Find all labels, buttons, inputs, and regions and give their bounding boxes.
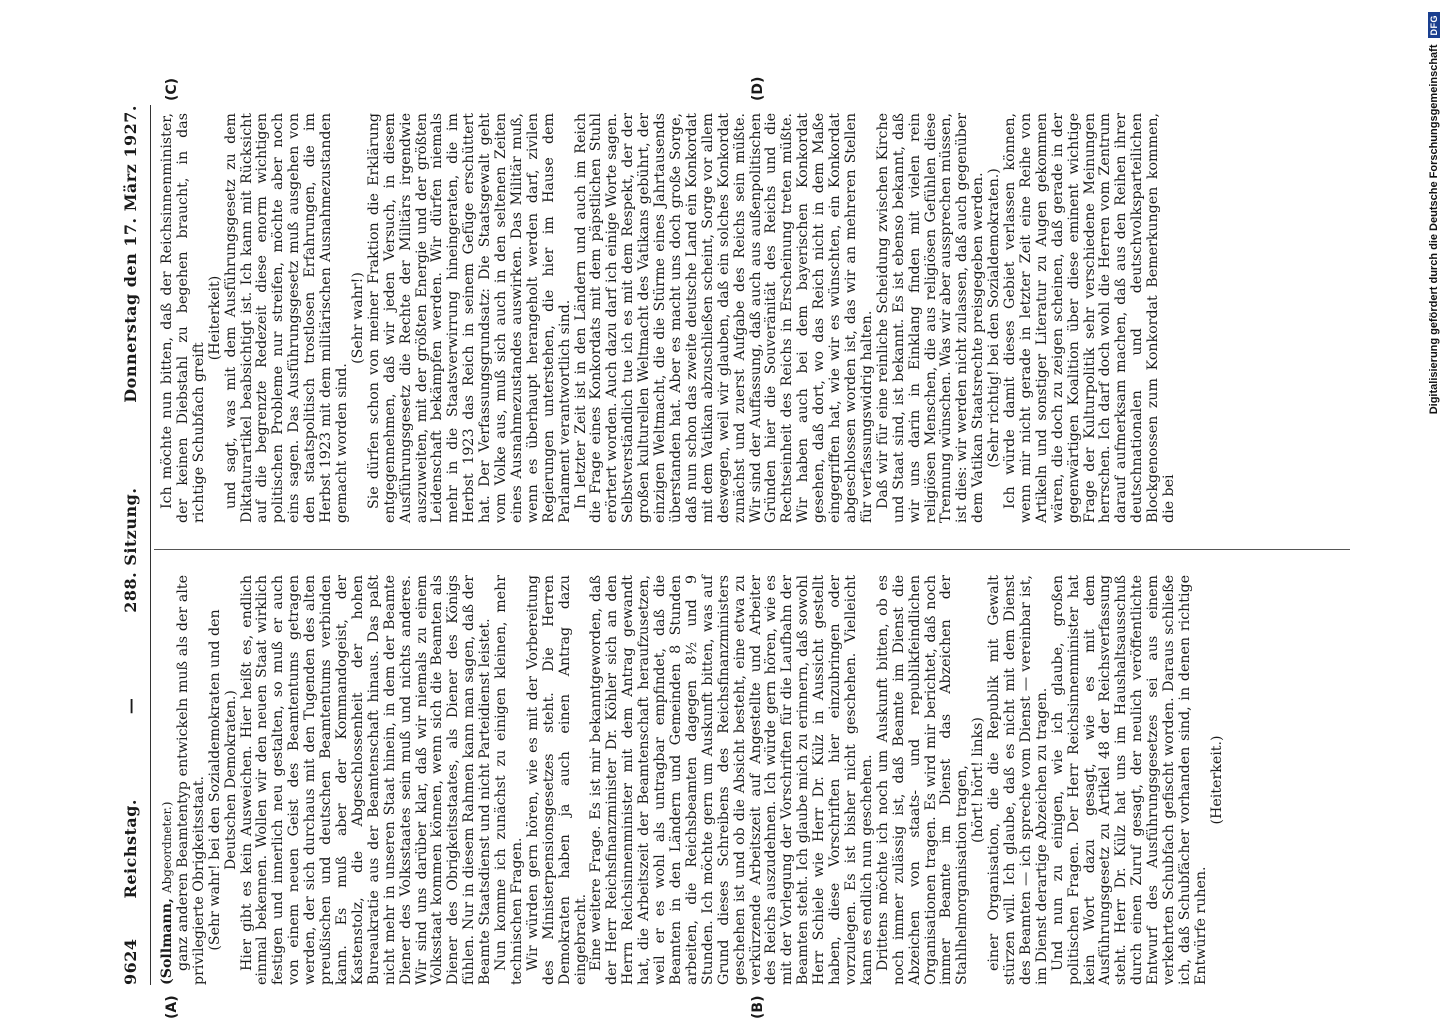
interjection: (Sehr wahr!) [349, 272, 366, 364]
paragraph: Nun komme ich zunächst zu einigen kleinen, mehr technischen Fragen. [493, 575, 525, 985]
speaker-line [160, 575, 176, 985]
interjection: (Sehr wahr! bei den Sozialdemokraten und den Deutschen Demokraten.) [206, 609, 239, 951]
speaker-name: (Sollmann, [159, 898, 175, 985]
chamber-name: Reichstag. [120, 799, 140, 899]
paragraph: einer Organisation, die die Republik mit Gewalt stürzen will. Ich glaube, daß es nicht mit dem Dienst des Beamten — ich spreche vom Dienst — vereinbar ist, im Dienst derartige Abzeichen zu tragen. [986, 575, 1050, 985]
paragraph: Wir würden gern hören, wie es mit der Vorbereitung des Ministerpensionsgesetzes steht. Die Herren Demokraten haben ja auch einen Antrag dazu eingebracht. [524, 575, 589, 985]
digitization-sidebar [1412, 12, 1440, 988]
paragraph: Drittens möchte ich noch um Auskunft bitten, ob es noch immer zulässig ist, daß Beamte im Dienst die Abzeichen von staats- und republikfeindlichen Organisationen tragen. Es wird mir berichtet, daß noch immer Beamte im Dienst das Abzeichen der Stahlhelmorganisation tragen, [874, 575, 971, 985]
interjection: (Sehr richtig! bei den Sozialdemokraten.) [986, 168, 1003, 468]
dfg-logo-icon: DFG [1428, 12, 1440, 39]
interjection: (Heiterkeit.) [1208, 735, 1225, 825]
right-column [160, 113, 1350, 523]
interjection: (hört! hört! links) [970, 717, 987, 843]
margin-mark-d: (D) [750, 76, 766, 101]
paragraph: ganz anderen Beamtentyp entwickeln muß als der alte privilegierte Obrigkeitsstaat. [174, 575, 207, 985]
margin-mark-c: (C) [164, 77, 180, 101]
funding-notice: Digitalisierung gefördert durch die Deutsche Forschungsgemeinschaft [1428, 44, 1440, 415]
margin-mark-a: (A) [164, 995, 180, 1019]
paragraph: Ich möchte nun bitten, daß der Reichsinnenminister, der keinen Diebstahl zu begehen braucht, in das richtige Schubfach greift [159, 113, 207, 523]
page-header [110, 105, 151, 985]
paragraph: und sagt, was mit dem Ausführungsgesetz zu dem Diktaturartikel beabsichtigt ist. Ich kann mit Rücksicht auf die begrenzte Redezeit diese enorm wichtigen politischen Probleme nur streifen, möchte aber noch eins sagen. Das Ausführungsgesetz muß ausgehen von den staatspolitisch trostlosen Erfahrungen, die im Herbst 1923 mit dem militärischen Ausnahmezustanden gemacht worden sind. [222, 113, 350, 523]
paragraph: Ich würde damit dieses Gebiet verlassen können, wenn mir nicht gerade in letzter Zeit eine Reihe von Artikeln und sonstiger Literatur zu Augen gekommen wären, die doch zu zeigen scheinen, daß gerade in der gegenwärtigen Koalition über diese eminent wichtige Frage der Kulturpolitik sehr verschiedene Meinungen herrschen. Ich darf doch wohl die Herren vom Zentrum darauf aufmerksam machen, daß aus den Reihen ihrer deutschnationalen und deutschvolksparteilichen Blockgenossen zum Konkordat Bemerkungen kommen, die bei [1002, 113, 1178, 523]
session-date: Donnerstag den 17. März 1927. [120, 105, 140, 403]
margin-mark-b: (B) [750, 995, 766, 1019]
left-column [160, 575, 1350, 985]
page-number: 9624 [120, 938, 140, 985]
paragraph: Hier gibt es kein Ausweichen. Hier heißt es, endlich einmal bekennen. Wollen wir den neuen Staat wirklich festigen und innerlich neu gestalten, so muß er auch von einem neuen Geist des Beamtentums getragen werden, der sich durchaus mit den Tugenden des alten preußischen und deutschen Beamtentums verbinden kann. Es muß aber der Kommandogeist, der Kastenstolz, die Abgeschlossenheit der hohen Bureaukratie aus der Beamtenschaft hinaus. Das paßt nicht mehr in unseren Staat hinein, in dem der Beamte Diener des Volksstaates sein muß und nichts anderes. Wir sind uns darüber klar, daß wir niemals zu einem Volksstaat kommen können, wenn sich die Beamten als Diener des Obrigkeitsstaates, als Diener des Königs fühlen. Nur in diesem Rahmen kann man sagen, daß der Beamte Staatsdienst und nicht Parteidienst leistet. [238, 575, 494, 985]
interjection: (Heiterkeit) [206, 275, 223, 361]
speaker-role: Abgeordneter.) [160, 801, 174, 894]
rotated-page [110, 76, 1360, 1019]
paragraph: In letzter Zeit ist in den Ländern und auch im Reich die Frage eines Konkordats mit dem päpstlichen Stuhl erörtert worden. Auch dazu darf ich einige Worte sagen. Selbstverständlich tue ich es mit dem Respekt, der der großen kulturellen Weltmacht des Vatikans gebührt, der einzigen Weltmacht, die die Stürme eines Jahrtausends überstanden hat. Aber es macht uns doch große Sorge, daß nun schon das zweite deutsche Land ein Konkordat mit dem Vatikan abzuschließen scheint, Sorge vor allem deswegen, weil wir glauben, daß ein solches Konkordat zunächst und zuerst Aufgabe des Reichs sein müßte. Wir sind der Auffassung, daß auch aus außenpolitischen Gründen hier die Souveränität des Reichs und die Rechtseinheit des Reichs in Erscheinung treten müßte. Wir haben auch bei dem bayerischen Konkordat gesehen, daß dort, wo das Reich nicht in dem Maße eingegriffen hat, wie wir es wünschten, ein Konkordat abgeschlossen worden ist, das wir an mehreren Stellen für verfassungswidrig halten. [572, 113, 875, 523]
paragraph: Eine weitere Frage. Es ist mir bekanntgeworden, daß der Herr Reichsfinanzminister Dr. Köhler sich an den Herrn Reichsinnenminister mit dem Antrag gewandt hat, die Arbeitszeit der Beamtenschaft heraufzusetzen, weil er es wohl als untragbar empfindet, daß die Beamten in den Ländern und Gemeinden 8 Stunden arbeiten, die Reichsbeamten dagegen 8½ und 9 Stunden. Ich möchte gern um Auskunft bitten, was auf Grund dieses Schreibens des Reichsfinanzministers geschehen ist und ob die Absicht besteht, eine etwa zu verkürzende Arbeitszeit auf Angestellte und Arbeiter des Reichs auszudehnen. Ich würde gern hören, wie es mit der Vorlegung der Vorschriften für die Laufbahn der Beamten steht. Ich glaube mich zu erinnern, daß sowohl Herr Schiele wie Herr Dr. Külz in Aussicht gestellt haben, diese Vorschriften hier einzubringen oder vorzulegen. Es ist bisher nicht geschehen. Vielleicht kann es endlich nun geschehen. [588, 575, 875, 985]
header-dash: — [120, 697, 140, 715]
paragraph: Und nun zu einigen, wie ich glaube, großen politischen Fragen. Der Herr Reichsinnenminister hat kein Wort dazu gesagt, wie es mit dem Ausführungsgesetz zu Artikel 48 der Reichsverfassung steht. Herr Dr. Külz hat uns im Haushaltsausschuß durch einen Zuruf gesagt, der neulich veröffentlichte Entwurf des Ausführungsgesetzes sei aus einem verkehrten Schubfach gefischt worden. Daraus schließe ich, daß Schubfächer vorhanden sind, in denen richtige Entwürfe ruhen. [1049, 575, 1209, 985]
session-label: 288. Sitzung. [120, 487, 140, 613]
column-divider [154, 549, 1350, 550]
paragraph: Sie dürfen schon von meiner Fraktion die Erklärung entgegennehmen, daß wir jeden Versuch, in diesem Ausführungsgesetz die Rechte der Militärs irgendwie auszuweiten, mit der größten Energie und der größten Leidenschaft bekämpfen werden. Wir dürfen niemals mehr in die Staatsverwirrung hineingeraten, die im Herbst 1923 das Reich in seinem Gefüge erschüttert hat. Der Verfassungsgrundsatz: Die Staatsgewalt geht vom Volke aus, muß sich auch in den seltenen Zeiten eines Ausnahmezustandes auswirken. Das Militär muß, wenn es überhaupt herangeholt werden darf, zivilen Regierungen unterstehen, die hier im Hause dem Parlament verantwortlich sind. [365, 113, 573, 523]
paragraph: Daß wir für eine reinliche Scheidung zwischen Kirche und Staat sind, ist bekannt. Es ist ebenso bekannt, daß wir uns darin in Einklang finden mit vielen rein religiösen Menschen, die aus religiösen Gefühlen diese Trennung wünschen. Was wir aber aussprechen müssen, ist dies: wir werden nicht zulassen, daß auch gegenüber dem Vatikan Staatsrechte preisgegeben werden. [874, 113, 987, 523]
